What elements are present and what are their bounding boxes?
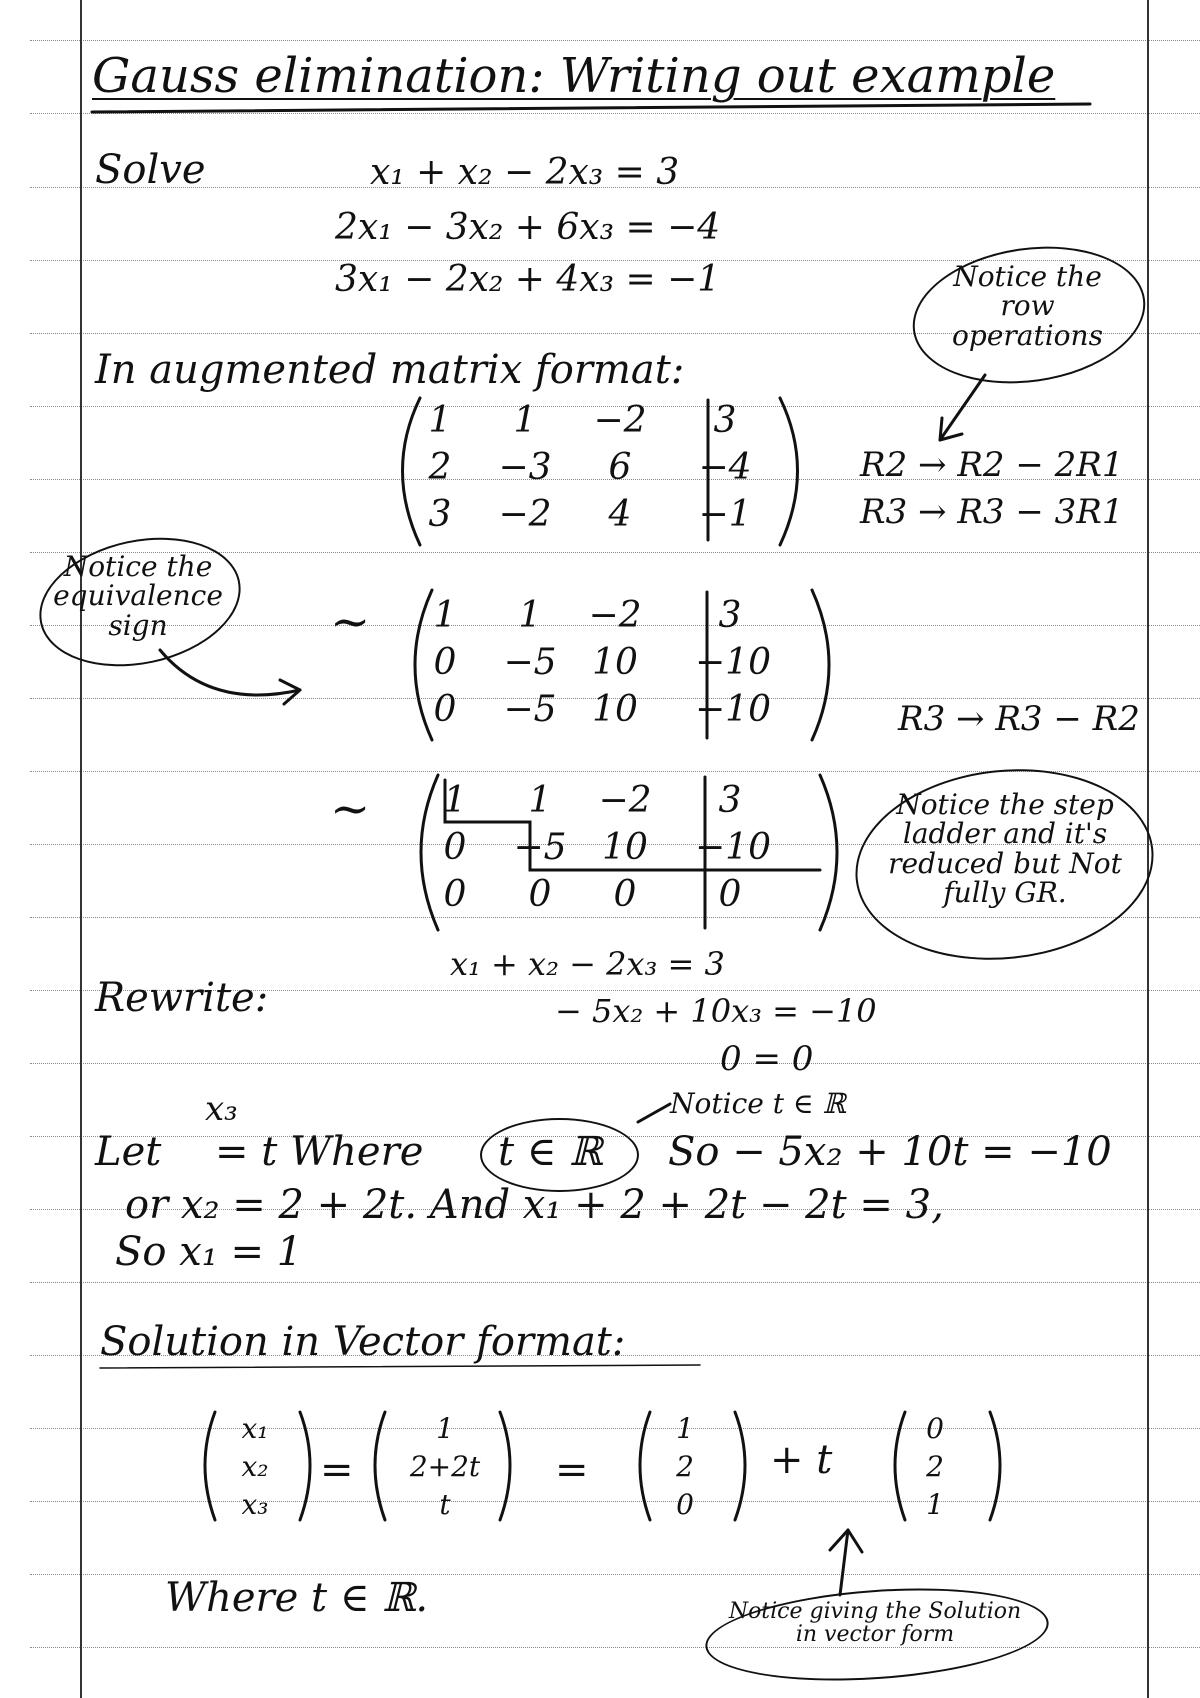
note-vector-form: Notice giving the Solution in vector form: [728, 1599, 1022, 1648]
equation-2: 2x₁ − 3x₂ + 6x₃ = −4: [335, 207, 721, 248]
arrow-row-ops-head: [940, 418, 962, 440]
let-t-in-r: t ∈ ℝ: [498, 1129, 603, 1175]
let-line-3: So x₁ = 1: [115, 1229, 303, 1275]
matrix-1-cell: 1: [513, 400, 537, 441]
matrix-1-cell: −2: [593, 400, 647, 441]
matrix-3-cell: −10: [695, 827, 771, 868]
matrix-3-cell: 0: [528, 874, 552, 915]
matrix-3: [420, 775, 840, 925]
title-underline: [92, 104, 1090, 112]
mid-cell: t: [439, 1488, 451, 1521]
v1-cell: 0: [926, 1412, 944, 1445]
v0-cell: 2: [676, 1450, 694, 1483]
matrix-2-cell: 10: [592, 689, 638, 730]
matrix-3-cell: 0: [443, 827, 467, 868]
lhs-cell: x₃: [241, 1488, 269, 1521]
v0-cell: 1: [676, 1412, 694, 1445]
augmented-label: In augmented matrix format:: [95, 347, 685, 393]
matrix-2: [410, 590, 830, 740]
matrix-1-cell: 3: [713, 400, 737, 441]
v1-cell: 1: [926, 1488, 944, 1521]
mid-cell: 2+2t: [409, 1450, 481, 1483]
let-x3-label: x₃: [205, 1089, 238, 1129]
matrix-1-cell: −2: [498, 494, 552, 535]
lhs-cell: x₁: [241, 1412, 269, 1445]
arrow-vector-form: [840, 1530, 848, 1595]
matrix-1-cell: 3: [428, 494, 452, 535]
solution-mid-vector: [375, 1412, 515, 1545]
equation-3: 3x₁ − 2x₂ + 4x₃ = −1: [335, 259, 721, 300]
equals-1: =: [320, 1447, 354, 1493]
matrix-3-cell: 10: [602, 827, 648, 868]
arrow-vector-form-head: [830, 1530, 862, 1552]
matrix-1-cell: 1: [428, 400, 452, 441]
arrow-equivalence: [160, 650, 300, 695]
matrix-2-cell: 1: [433, 595, 457, 636]
where-t-real: Where t ∈ ℝ.: [165, 1575, 429, 1621]
let-t-where: = t Where: [215, 1129, 424, 1175]
lhs-cell: x₂: [241, 1450, 269, 1483]
row-op-3: R3 → R3 − R2: [898, 699, 1140, 739]
matrix-1-cell: −3: [498, 447, 552, 488]
matrix-2-cell: 3: [718, 595, 742, 636]
matrix-3-cell: 0: [718, 874, 742, 915]
equation-1: x₁ + x₂ − 2x₃ = 3: [370, 152, 680, 193]
solve-label: Solve: [95, 147, 206, 193]
matrix-2-cell: −10: [695, 689, 771, 730]
page-title: Gauss elimination: Writing out example: [92, 48, 1056, 104]
matrix-2-cell: −5: [503, 689, 557, 730]
matrix-1-cell: 2: [428, 447, 452, 488]
let-so-line: So − 5x₂ + 10t = −10: [668, 1129, 1112, 1175]
matrix-3-cell: −2: [598, 780, 652, 821]
equals-2: =: [555, 1447, 589, 1493]
matrix-3-cell: 0: [443, 874, 467, 915]
solution-v1-vector: [890, 1412, 980, 1545]
matrix-2-cell: −10: [695, 642, 771, 683]
row-op-1: R2 → R2 − 2R1: [860, 445, 1124, 485]
matrix-2-cell: −2: [588, 595, 642, 636]
rewrite-line-2: − 5x₂ + 10x₃ = −10: [555, 992, 877, 1030]
note-equivalence: Notice the equivalence sign: [53, 550, 223, 642]
arrow-equivalence-head: [280, 680, 300, 704]
left-margin-line: [80, 0, 82, 1698]
matrix-3-cell: 3: [718, 780, 742, 821]
solution-label: Solution in Vector format:: [100, 1319, 626, 1365]
tilde-2: ~: [330, 781, 371, 837]
matrix-1-cell: −1: [698, 494, 752, 535]
matrix-2-cell: 1: [518, 595, 542, 636]
arrow-row-ops: [940, 375, 985, 440]
note-t-real: Notice t ∈ ℝ: [670, 1087, 846, 1120]
arrow-t-real: [638, 1104, 670, 1122]
matrix-2-cell: 10: [592, 642, 638, 683]
matrix-2-cell: −5: [503, 642, 557, 683]
let-word: Let: [95, 1129, 162, 1175]
v1-cell: 2: [926, 1450, 944, 1483]
tilde-1: ~: [330, 594, 371, 650]
matrix-3-cell: 0: [613, 874, 637, 915]
solution-lhs-vector: [210, 1412, 300, 1545]
note-row-ops: Notice the row operations: [952, 260, 1103, 352]
matrix-3-cell: 1: [528, 780, 552, 821]
rewrite-label: Rewrite:: [95, 975, 269, 1021]
matrix-1-cell: 6: [608, 447, 632, 488]
matrix-2-cell: 0: [433, 689, 457, 730]
v0-cell: 0: [676, 1488, 694, 1521]
plus-t: + t: [770, 1437, 833, 1483]
let-line-2: or x₂ = 2 + 2t. And x₁ + 2 + 2t − 2t = 3,: [125, 1182, 944, 1228]
matrix-2-cell: 0: [433, 642, 457, 683]
matrix-3-cell: 1: [443, 780, 467, 821]
matrix-1-cell: −4: [698, 447, 752, 488]
mid-cell: 1: [436, 1412, 454, 1445]
rewrite-line-1: x₁ + x₂ − 2x₃ = 3: [450, 945, 725, 983]
matrix-1: [395, 395, 815, 545]
solution-label-underline: [100, 1365, 700, 1368]
solution-v0-vector: [640, 1412, 730, 1545]
rewrite-line-3: 0 = 0: [720, 1039, 814, 1079]
row-op-2: R3 → R3 − 3R1: [860, 492, 1124, 532]
note-step-ladder: Notice the step ladder and it's reduced but Not fully GR.: [888, 788, 1122, 910]
matrix-1-cell: 4: [608, 494, 632, 535]
matrix-3-cell: −5: [513, 827, 567, 868]
